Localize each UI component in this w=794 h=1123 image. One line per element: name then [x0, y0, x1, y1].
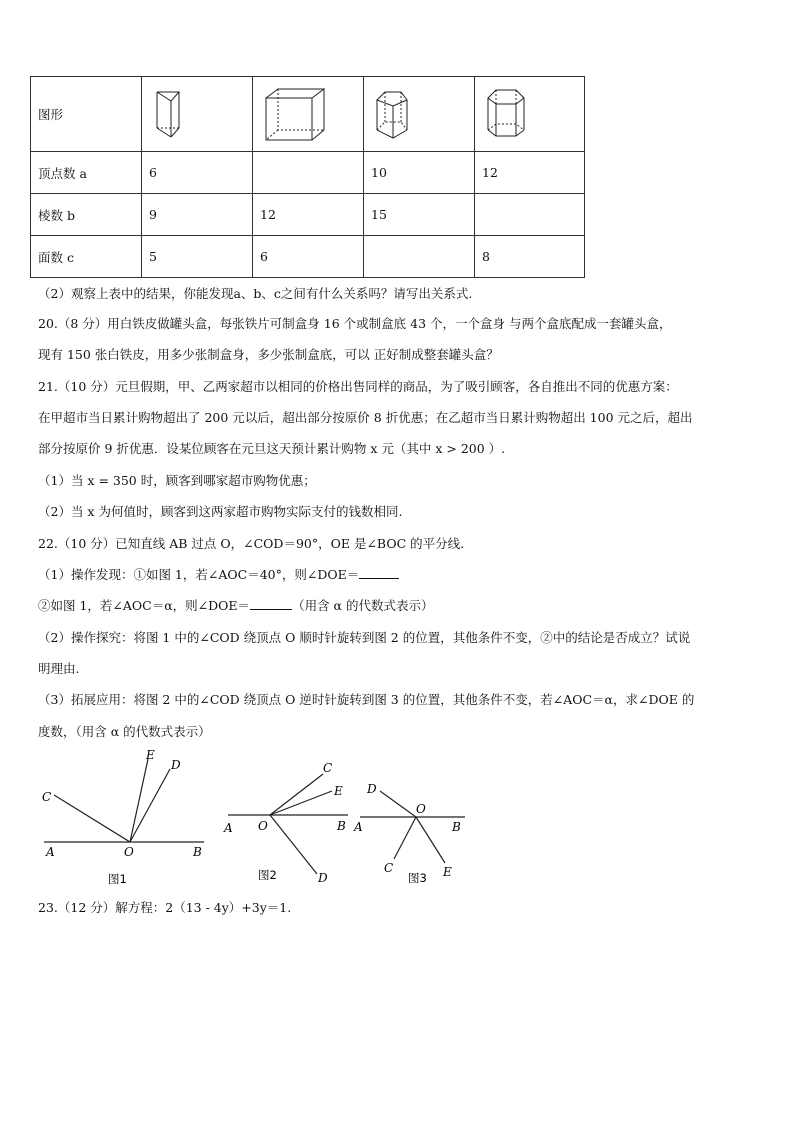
ray-od — [270, 815, 317, 874]
figure-2-caption: 图2 — [258, 868, 277, 882]
question-21-line-2: 在甲超市当日累计购物超出了 200 元以后，超出部分按原价 8 折优惠；在乙超市当日累计购物超出 100 元之后，超出 — [38, 410, 693, 425]
table-cell: 8 — [475, 236, 585, 278]
question-19-part-2: （2）观察上表中的结果，你能发现a、b、c之间有什么关系吗？请写出关系式. — [38, 286, 473, 301]
table-cell — [253, 152, 364, 194]
point-label-c: C — [384, 861, 394, 875]
figure-1 — [36, 745, 216, 890]
point-label-a: A — [46, 845, 55, 859]
question-22-part-3-line-2: 度数，（用含 α 的代数式表示） — [38, 724, 211, 739]
point-label-o: O — [258, 819, 268, 833]
ray-oe — [270, 791, 332, 815]
question-22-part-1b — [38, 598, 433, 614]
point-label-d: D — [171, 758, 181, 772]
point-label-a: A — [354, 820, 363, 834]
table-cell: 9 — [142, 194, 253, 236]
table-cell: 12 — [253, 194, 364, 236]
ray-oc — [270, 774, 323, 815]
point-label-b: B — [193, 845, 202, 859]
answer-blank — [359, 578, 399, 579]
point-label-c: C — [323, 761, 333, 775]
table-cell: 6 — [253, 236, 364, 278]
table-row — [31, 77, 585, 152]
table-cell — [364, 236, 475, 278]
point-label-b: B — [452, 820, 461, 834]
table-cell: 10 — [364, 152, 475, 194]
table-cell: 15 — [364, 194, 475, 236]
point-label-e: E — [443, 865, 452, 879]
question-22-part-1b-text: ②如图 1，若∠AOC＝α，则∠DOE＝ — [38, 598, 251, 613]
question-21-line-3: 部分按原价 9 折优惠．设某位顾客在元旦这天预计累计购物 x 元（其中 x > 200 ）. — [38, 441, 506, 456]
ray-oe — [130, 759, 148, 842]
row-label: 棱数 b — [31, 194, 142, 236]
figure-3-caption: 图3 — [408, 871, 427, 885]
point-label-d: D — [367, 782, 377, 796]
table-row — [31, 152, 585, 194]
question-22-part-1a — [38, 567, 399, 583]
question-22-part-3-line-1: （3）拓展应用：将图 2 中的∠COD 绕顶点 O 逆时针旋转到图 3 的位置，其他条件不变，若∠AOC＝α，求∠DOE 的 — [38, 692, 695, 707]
table-row — [31, 194, 585, 236]
answer-blank — [250, 609, 292, 610]
question-21-part-2: （2）当 x 为何值时，顾客到这两家超市购物实际支付的钱数相同. — [38, 504, 403, 519]
question-20-line-2: 现有 150 张白铁皮，用多少张制盒身，多少张制盒底，可以 正好制成整套罐头盒？ — [38, 347, 499, 362]
question-22-part-1b-note: （用含 α 的代数式表示） — [292, 598, 434, 613]
question-21-part-1: （1）当 x = 350 时，顾客到哪家超市购物优惠； — [38, 473, 316, 488]
table-cell — [475, 194, 585, 236]
table-cell: 12 — [475, 152, 585, 194]
question-20-line-1: 20.（8 分）用白铁皮做罐头盒，每张铁片可制盒身 16 个或制盒底 43 个，一个盒身 与两个盒底配成一套罐头盒， — [38, 316, 672, 331]
point-label-c: C — [42, 790, 52, 804]
ray-od — [130, 769, 170, 842]
row-label: 面数 c — [31, 236, 142, 278]
table-cell: 6 — [142, 152, 253, 194]
figure-2 — [220, 755, 360, 890]
point-label-a: A — [224, 821, 233, 835]
pentagonal-prism-icon — [371, 84, 431, 144]
question-22-part-2-line-1: （2）操作探究：将图 1 中的∠COD 绕顶点 O 顺时针旋转到图 2 的位置，其他条件不变，②中的结论是否成立？试说 — [38, 630, 691, 645]
ray-oc — [54, 795, 130, 842]
question-23: 23.（12 分）解方程：2（13 - 4y）+3y＝1. — [38, 900, 292, 915]
ray-oc — [394, 817, 416, 859]
point-label-d: D — [318, 871, 328, 885]
figure-3 — [350, 775, 475, 890]
point-label-o: O — [124, 845, 134, 859]
question-21-line-1: 21.（10 分）元旦假期，甲、乙两家超市以相同的价格出售同样的商品，为了吸引顾客，各自推出不同的优惠方案： — [38, 379, 678, 394]
figure-1-caption: 图1 — [108, 872, 127, 886]
question-22-part-1a-text: （1）操作发现：①如图 1，若∠AOC＝40°，则∠DOE＝ — [38, 567, 360, 582]
question-22-stem: 22.（10 分）已知直线 AB 过点 O，∠COD＝90°，OE 是∠BOC 的平分线. — [38, 536, 465, 551]
ray-od — [380, 791, 416, 817]
point-label-b: B — [337, 819, 346, 833]
table-cell: 5 — [142, 236, 253, 278]
point-label-e: E — [334, 784, 343, 798]
hexagonal-prism-icon — [482, 84, 542, 144]
table-header-cell: 图形 — [31, 77, 142, 152]
table-row — [31, 236, 585, 278]
row-label: 顶点数 a — [31, 152, 142, 194]
triangular-prism-icon — [149, 84, 209, 144]
cube-icon — [260, 84, 335, 144]
point-label-o: O — [416, 802, 426, 816]
polyhedra-table — [30, 76, 585, 278]
question-22-part-2-line-2: 明理由. — [38, 661, 80, 676]
point-label-e: E — [146, 748, 155, 762]
ray-oe — [416, 817, 445, 863]
